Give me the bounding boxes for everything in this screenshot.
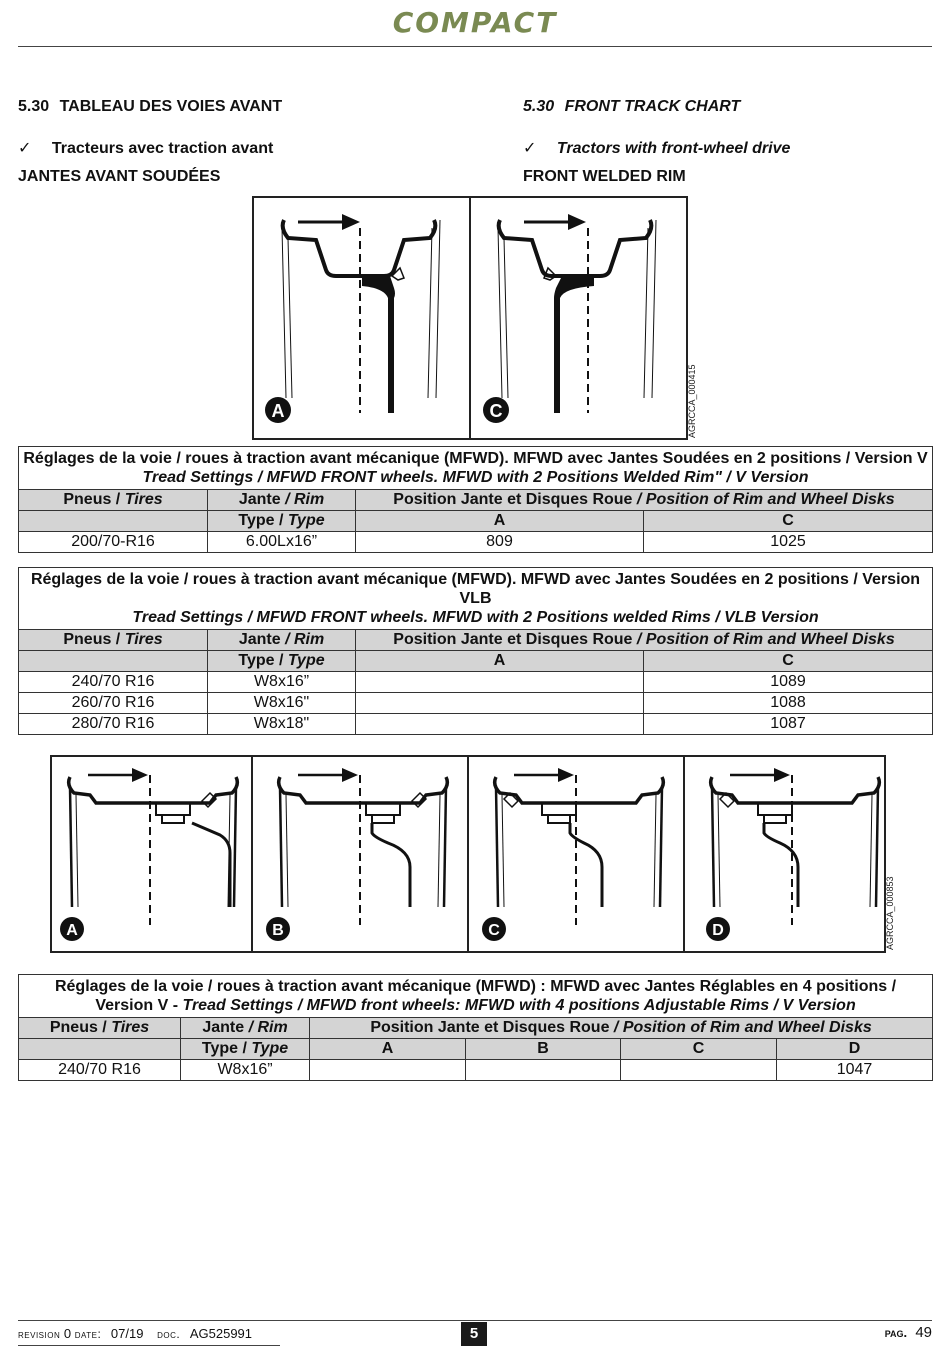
header-col-c: C <box>644 651 933 672</box>
table-header-row <box>19 630 933 651</box>
check-icon: ✓ <box>523 140 537 157</box>
header-rim: Jante / Rim <box>181 1018 310 1039</box>
figure2-label-d: D <box>712 922 724 939</box>
table-row <box>19 532 933 553</box>
table1-caption-en: Tread Settings / MFWD FRONT wheels. MFWD with 2 Positions Welded Rim" / V Version <box>142 469 809 486</box>
header-type: Type / Type <box>181 1039 310 1060</box>
table3-caption-en: Tread Settings / MFWD front wheels: MFWD with 4 positions Adjustable Rims / V Version <box>182 997 856 1014</box>
cell-tire: 260/70 R16 <box>19 693 208 714</box>
cell-value-a <box>310 1060 466 1081</box>
track-table-version-vlb <box>18 567 933 735</box>
footer-revision-info <box>18 1326 262 1341</box>
cell-type: 6.00Lx16” <box>208 532 356 553</box>
header-tires: Pneus / Tires <box>19 490 208 511</box>
doc-value: AG525991 <box>189 1326 253 1341</box>
bullet-en <box>523 138 790 158</box>
header-col-a: A <box>310 1039 466 1060</box>
subtitle-fr: JANTES AVANT SOUDÉES <box>18 168 221 185</box>
section-title-fr <box>18 98 282 116</box>
section-heading-fr: TABLEAU DES VOIES AVANT <box>59 98 283 115</box>
date-value: 07/19 <box>110 1326 144 1341</box>
table-subheader-row <box>19 511 933 532</box>
header-col-c: C <box>621 1039 777 1060</box>
cell-value-c: 1089 <box>644 672 933 693</box>
page-label: pag. <box>884 1325 908 1340</box>
header-col-a: A <box>356 651 644 672</box>
page-number <box>885 1324 932 1341</box>
header-empty <box>19 511 208 532</box>
cell-tire: 240/70 R16 <box>19 672 208 693</box>
table2-caption-fr: Réglages de la voie / roues à traction avant mécanique (MFWD). MFWD avec Jantes Soudées en 2 positions / Version VLB <box>30 571 921 607</box>
table-header-row <box>19 1018 933 1039</box>
brand-logo: COMPACT <box>392 6 558 39</box>
footer-divider <box>18 1320 932 1321</box>
header-position: Position Jante et Disques Roue / Position of Rim and Wheel Disks <box>356 490 933 511</box>
table-subheader-row <box>19 651 933 672</box>
header-type: Type / Type <box>208 511 356 532</box>
header-divider <box>18 46 932 47</box>
header-type: Type / Type <box>208 651 356 672</box>
cell-value-a <box>356 714 644 735</box>
header-col-d: D <box>777 1039 933 1060</box>
header-tires: Pneus / Tires <box>19 630 208 651</box>
header-empty <box>19 1039 181 1060</box>
cell-value-a <box>356 693 644 714</box>
cell-value-c: 1025 <box>644 532 933 553</box>
header-col-b: B <box>466 1039 621 1060</box>
table-caption-row <box>19 975 933 1018</box>
revision-label: revision <box>18 1327 61 1341</box>
table-row <box>19 1060 933 1081</box>
cell-type: W8x18" <box>208 714 356 735</box>
header-col-a: A <box>356 511 644 532</box>
cell-value-d: 1047 <box>777 1060 933 1081</box>
section-heading-en: FRONT TRACK CHART <box>564 98 741 115</box>
cell-value-c: 1088 <box>644 693 933 714</box>
cell-type: W8x16” <box>208 672 356 693</box>
figure2-code: AGRCCA_000853 <box>885 876 895 950</box>
table-header-row <box>19 490 933 511</box>
table3-caption-fr-version: Version V - <box>95 997 183 1014</box>
page-value: 49 <box>915 1324 932 1341</box>
cell-value-c <box>621 1060 777 1081</box>
cell-tire: 200/70-R16 <box>19 532 208 553</box>
table-caption-row <box>19 568 933 630</box>
header-empty <box>19 651 208 672</box>
track-table-version-v <box>18 446 933 553</box>
doc-label: doc. <box>157 1327 181 1341</box>
header-position: Position Jante et Disques Roue / Position of Rim and Wheel Disks <box>356 630 933 651</box>
check-icon: ✓ <box>18 140 32 157</box>
header-tires: Pneus / Tires <box>19 1018 181 1039</box>
date-label: date: <box>74 1327 102 1341</box>
header-rim: Jante / Rim <box>208 490 356 511</box>
subtitle-en: FRONT WELDED RIM <box>523 168 686 185</box>
header-col-c: C <box>644 511 933 532</box>
adjustable-rim-figure <box>50 755 886 953</box>
table-row <box>19 693 933 714</box>
section-title-en <box>523 98 740 116</box>
cell-tire: 240/70 R16 <box>19 1060 181 1081</box>
cell-value-b <box>466 1060 621 1081</box>
welded-rim-diagram <box>254 198 686 438</box>
bullet-fr <box>18 138 273 158</box>
table-caption-row <box>19 447 933 490</box>
figure2-label-b: B <box>272 922 284 939</box>
track-table-adjustable <box>18 974 933 1081</box>
table2-caption-en: Tread Settings / MFWD FRONT wheels. MFWD with 2 Positions welded Rims / VLB Version <box>132 609 819 626</box>
table1-caption-fr: Réglages de la voie / roues à traction avant mécanique (MFWD). MFWD avec Jantes Soudées en 2 positions / Version V <box>23 450 928 467</box>
header-rim: Jante / Rim <box>208 630 356 651</box>
cell-value-a <box>356 672 644 693</box>
cell-value-a: 809 <box>356 532 644 553</box>
section-number-fr: 5.30 <box>18 98 50 115</box>
figure2-label-c: C <box>488 922 500 939</box>
bullet-text-en: Tractors with front-wheel drive <box>556 140 791 157</box>
table3-caption-fr: Réglages de la voie / roues à traction avant mécanique (MFWD) : MFWD avec Jantes Réglables en 4 positions / <box>54 978 897 995</box>
adjustable-rim-diagram <box>52 757 884 951</box>
table-row <box>19 672 933 693</box>
bullet-text-fr: Tracteurs avec traction avant <box>51 140 274 157</box>
table-row <box>19 714 933 735</box>
table-subheader-row <box>19 1039 933 1060</box>
welded-rim-figure <box>252 196 688 440</box>
cell-tire: 280/70 R16 <box>19 714 208 735</box>
footer-underline <box>18 1345 280 1346</box>
cell-type: W8x16" <box>208 693 356 714</box>
header-position: Position Jante et Disques Roue / Position of Rim and Wheel Disks <box>310 1018 933 1039</box>
figure1-label-a: A <box>271 401 285 421</box>
figure2-label-a: A <box>66 922 78 939</box>
figure1-code: AGRCCA_000415 <box>687 364 697 438</box>
section-number-en: 5.30 <box>523 98 555 115</box>
revision-value: 0 <box>63 1326 72 1341</box>
cell-type: W8x16” <box>181 1060 310 1081</box>
cell-value-c: 1087 <box>644 714 933 735</box>
figure1-label-c: C <box>489 401 503 421</box>
chapter-number: 5 <box>461 1322 487 1346</box>
